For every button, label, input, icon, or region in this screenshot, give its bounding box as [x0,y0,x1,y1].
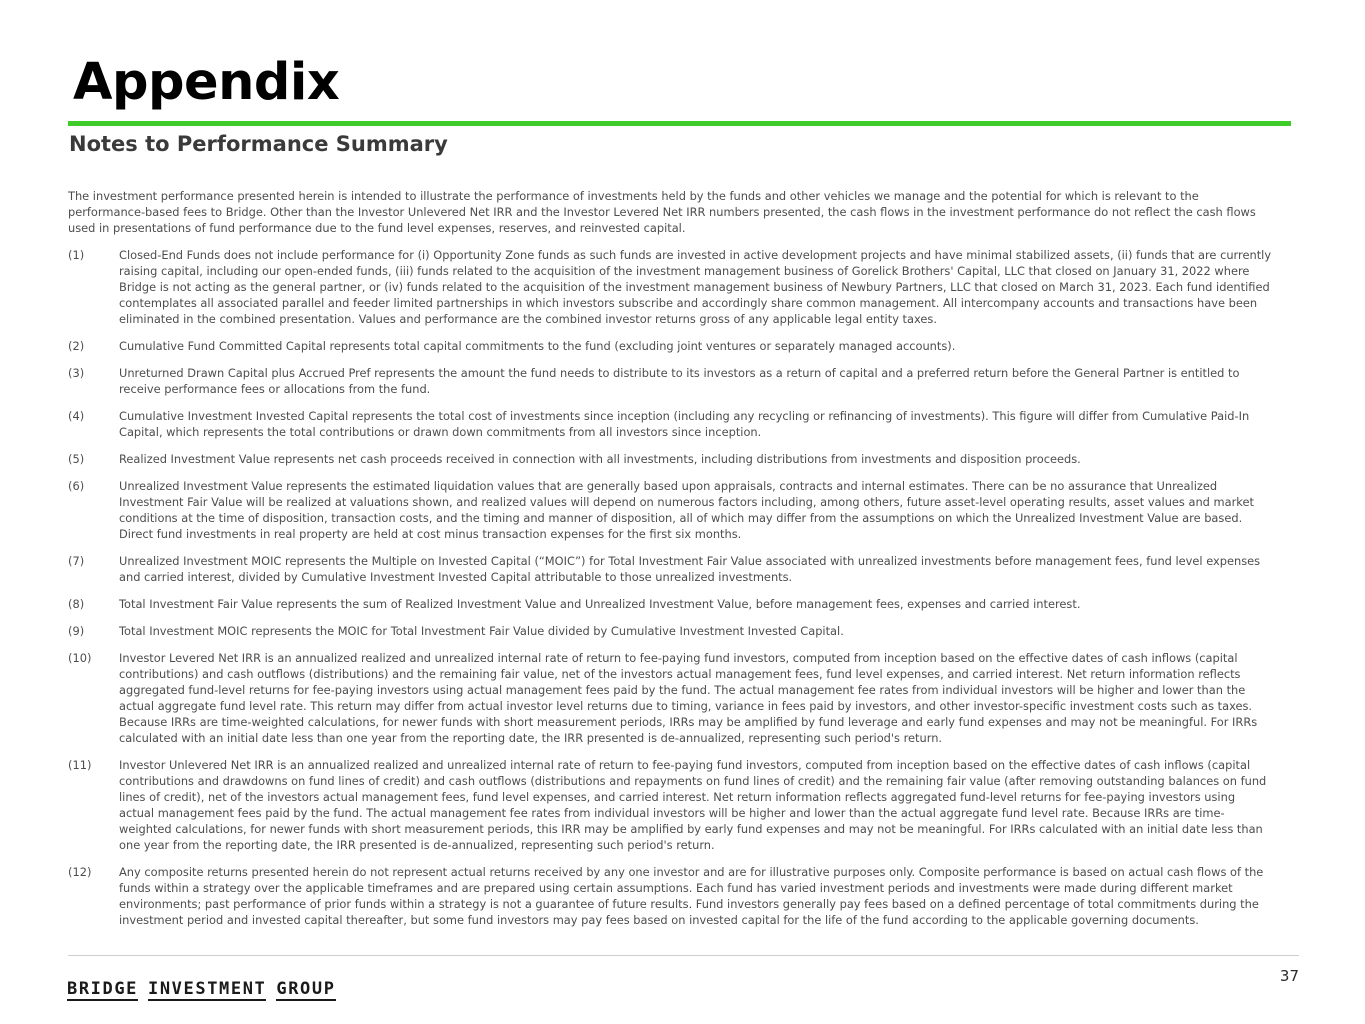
note-text: Closed-End Funds does not include performance for (i) Opportunity Zone funds as such funds are invested in active development projects and have minimal stabilized assets, (ii) funds that are currently raising capital, including our open-ended funds, (iii) funds related to the acquisition of the investment management business of Gorelick Brothers' Capital, LLC that closed on January 31, 2022 where Bridge is not acting as the general partner, or (iv) funds related to the acquisition of the investment management business of Newbury Partners, LLC that closed on March 31, 2023. Each fund identified contemplates all associated parallel and feeder limited partnerships in which investors subscribe and accordingly share common management. All intercompany accounts and transactions have been eliminated in the combined presentation. Values and performance are the combined investor returns gross of any applicable legal entity taxes. [119,248,1272,326]
note-text: Realized Investment Value represents net cash proceeds received in connection with all investments, including distributions from investments and disposition proceeds. [119,452,1081,466]
note-item [68,553,1273,585]
note-item [68,365,1273,397]
company-logo [67,980,336,1001]
note-text: Cumulative Fund Committed Capital represents total capital commitments to the fund (excluding joint ventures or separately managed accounts). [119,339,956,353]
title-accent-bar [68,121,1291,126]
note-number: (7) [68,554,85,568]
note-item [68,478,1273,542]
note-text: Unreturned Drawn Capital plus Accrued Pref represents the amount the fund needs to distribute to its investors as a return of capital and a preferred return before the General Partner is entitled to receive performance fees or allocations from the fund. [119,366,1240,396]
note-number: (1) [68,248,85,262]
note-number: (5) [68,452,85,466]
note-number: (6) [68,479,85,493]
note-text: Investor Levered Net IRR is an annualized realized and unrealized internal rate of return to fee-paying fund investors, computed from inception based on the effective dates of cash inflows (capital contributions) and cash outflows (distributions) and the remaining fair value, net of the investors actual management fees, fund level expenses, and carried interest. Net return information reflects aggregated fund-level returns for fee-paying investors using actual management fees paid by the fund. The actual management fee rates from individual investors will be higher and lower than the actual aggregate fund level rate. This return may differ from actual investor level returns due to timing, variance in fees paid by investors, and other investor-specific investment costs such as taxes. Because IRRs are time-weighted calculations, for newer funds with short measurement periods, IRRs may be amplified by fund leverage and early fund expenses and may not be meaningful. For IRRs calculated with an initial date less than one year from the reporting date, the IRR presented is de-annualized, representing such period's return. [119,651,1258,745]
note-item [68,451,1273,467]
note-number: (2) [68,339,85,353]
note-text: Investor Unlevered Net IRR is an annualized realized and unrealized internal rate of return to fee-paying fund investors, computed from inception based on the effective dates of cash inflows (capital contributions and drawdowns on fund lines of credit) and cash outflows (distributions and repayments on fund lines of credit) and the remaining fair value (after removing outstanding balances on fund lines of credit), net of the investors actual management fees, fund level expenses, and carried interest. Net return information reflects aggregated fund-level returns for fee-paying investors using actual management fees paid by the fund. The actual management fee rates from individual investors will be higher and lower than the actual aggregate fund level rate. Because IRRs are time-weighted calculations, for newer funds with short measurement periods, this IRR may be amplified by early fund expenses and may not be meaningful. For IRRs calculated with an initial date less than one year from the reporting date, the IRR presented is de-annualized, representing such period's return. [119,758,1267,852]
note-number: (12) [68,865,92,879]
notes-content [68,188,1273,939]
intro-paragraph: The investment performance presented herein is intended to illustrate the performance of investments held by the funds and other vehicles we manage and the potential for which is relevant to the performance-based fees to Bridge. Other than the Investor Unlevered Net IRR and the Investor Levered Net IRR numbers presented, the cash flows in the investment performance do not reflect the cash flows used in presentations of fund performance due to the fund level expenses, reserves, and reinvested capital. [68,189,1256,235]
note-item [68,864,1273,928]
page-title: Appendix [73,53,340,112]
note-text: Total Investment MOIC represents the MOIC for Total Investment Fair Value divided by Cumulative Investment Invested Capital. [119,624,844,638]
note-text: Any composite returns presented herein do not represent actual returns received by any one investor and are for illustrative purposes only. Composite performance is based on actual cash flows of the funds within a strategy over the applicable timeframes and are prepared using certain assumptions. Each fund has varied investment periods and investments were made during different market environments; past performance of prior funds within a strategy is not a guarantee of future results. Fund investors generally pay fees based on a defined percentage of total commitments during the investment period and invested capital thereafter, but some fund investors may pay fees based on invested capital for the life of the fund according to the applicable governing documents. [119,865,1264,927]
note-text: Total Investment Fair Value represents the sum of Realized Investment Value and Unrealized Investment Value, before management fees, expenses and carried interest. [119,597,1081,611]
note-item [68,596,1273,612]
note-number: (3) [68,366,85,380]
page-number: 37 [1279,967,1299,985]
note-item [68,757,1273,853]
footer-divider [68,955,1299,956]
note-item [68,650,1273,746]
note-item [68,338,1273,354]
note-number: (8) [68,597,85,611]
note-item [68,408,1273,440]
note-number: (11) [68,758,92,772]
note-number: (4) [68,409,85,423]
note-text: Cumulative Investment Invested Capital represents the total cost of investments since inception (including any recycling or refinancing of investments). This figure will differ from Cumulative Paid-In Capital, which represents the total contributions or drawn down commitments from all investors since inception. [119,409,1250,439]
logo-word: INVESTMENT [148,979,267,999]
note-text: Unrealized Investment Value represents the estimated liquidation values that are generally based upon appraisals, contracts and internal estimates. There can be no assurance that Unrealized Investment Fair Value will be realized at valuations shown, and realized values will depend on numerous factors including, among others, future asset-level operating results, asset values and market conditions at the time of disposition, transaction costs, and the timing and manner of disposition, all of which may differ from the assumptions on which the Unrealized Investment Value are based. Direct fund investments in real property are held at cost minus transaction expenses for the first six months. [119,479,1254,541]
note-number: (10) [68,651,92,665]
note-item [68,623,1273,639]
note-text: Unrealized Investment MOIC represents the Multiple on Invested Capital (“MOIC”) for Total Investment Fair Value associated with unrealized investments before management fees, fund level expenses and carried interest, divided by Cumulative Investment Invested Capital attributable to those unrealized investments. [119,554,1261,584]
note-number: (9) [68,624,85,638]
logo-word: BRIDGE [67,979,139,999]
note-item [68,247,1273,327]
page-subtitle: Notes to Performance Summary [69,132,448,156]
logo-word: GROUP [276,979,336,999]
